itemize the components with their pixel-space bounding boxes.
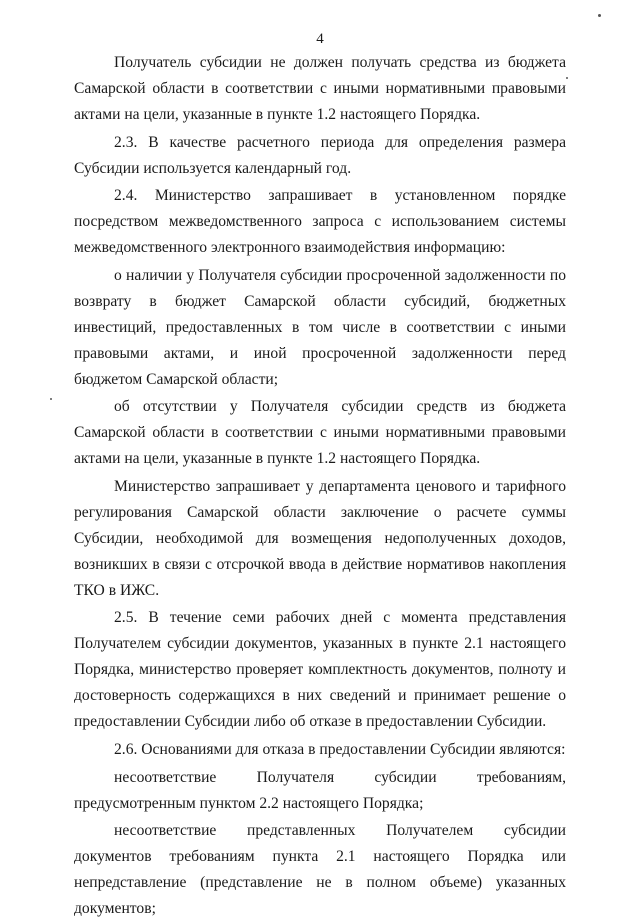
scan-speck xyxy=(50,398,52,400)
page-number: 4 xyxy=(316,31,324,47)
paragraph-refusal-reason-1: несоответствие Получателя субсидии требованиям, предусмотренным пунктом 2.2 настоящего Порядка; xyxy=(74,768,566,812)
paragraph-2-6: 2.6. Основаниями для отказа в предоставлении Субсидии являются: xyxy=(114,740,566,758)
paragraph-refusal-reason-2: несоответствие представленных Получателем субсидии документов требованиям пункта 2.1 настоящего Порядка или непредставление (представление не в полном объеме) указанных документов; xyxy=(74,822,566,918)
scan-speck xyxy=(566,77,568,79)
paragraph-2-5: 2.5. В течение семи рабочих дней с момента представления Получателем субсидии документов, указанных в пункте 2.1 настоящего Порядка, министерство проверяет комплектность документов, полноту и достоверность содержащихся в них сведений и принимает решение о предоставлении Субсидии либо об отказе в предоставлении Субсидии. xyxy=(74,609,566,730)
paragraph-debt-info: о наличии у Получателя субсидии просроченной задолженности по возврату в бюджет Самарской области субсидий, бюджетных инвестиций, предоставленных в том числе в соответствии с иными правовыми актами, и иной просроченной задолженности перед бюджетом Самарской области; xyxy=(74,266,566,388)
paragraph-1: Получатель субсидии не должен получать средства из бюджета Самарской области в соответствии с иными нормативными правовыми актами на цели, указанные в пункте 1.2 настоящего Порядка. xyxy=(74,54,566,123)
paragraph-2-3: 2.3. В качестве расчетного периода для определения размера Субсидии используется календарный год. xyxy=(74,133,566,177)
document-body xyxy=(74,50,566,924)
paragraph-tariff-request: Министерство запрашивает у департамента ценового и тарифного регулирования Самарской области заключение о расчете суммы Субсидии, необходимой для возмещения недополученных доходов, возникших в связи с отсрочкой ввода в действие нормативов накопления ТКО в ИЖС. xyxy=(74,477,566,599)
scan-speck xyxy=(598,14,601,17)
paragraph-funds-absence: об отсутствии у Получателя субсидии средств из бюджета Самарской области в соответствии с иными нормативными правовыми актами на цели, указанные в пункте 1.2 настоящего Порядка. xyxy=(74,398,566,468)
paragraph-2-4: 2.4. Министерство запрашивает в установленном порядке посредством межведомственного запроса с использованием системы межведомственного электронного взаимодействия информацию: xyxy=(74,187,566,257)
